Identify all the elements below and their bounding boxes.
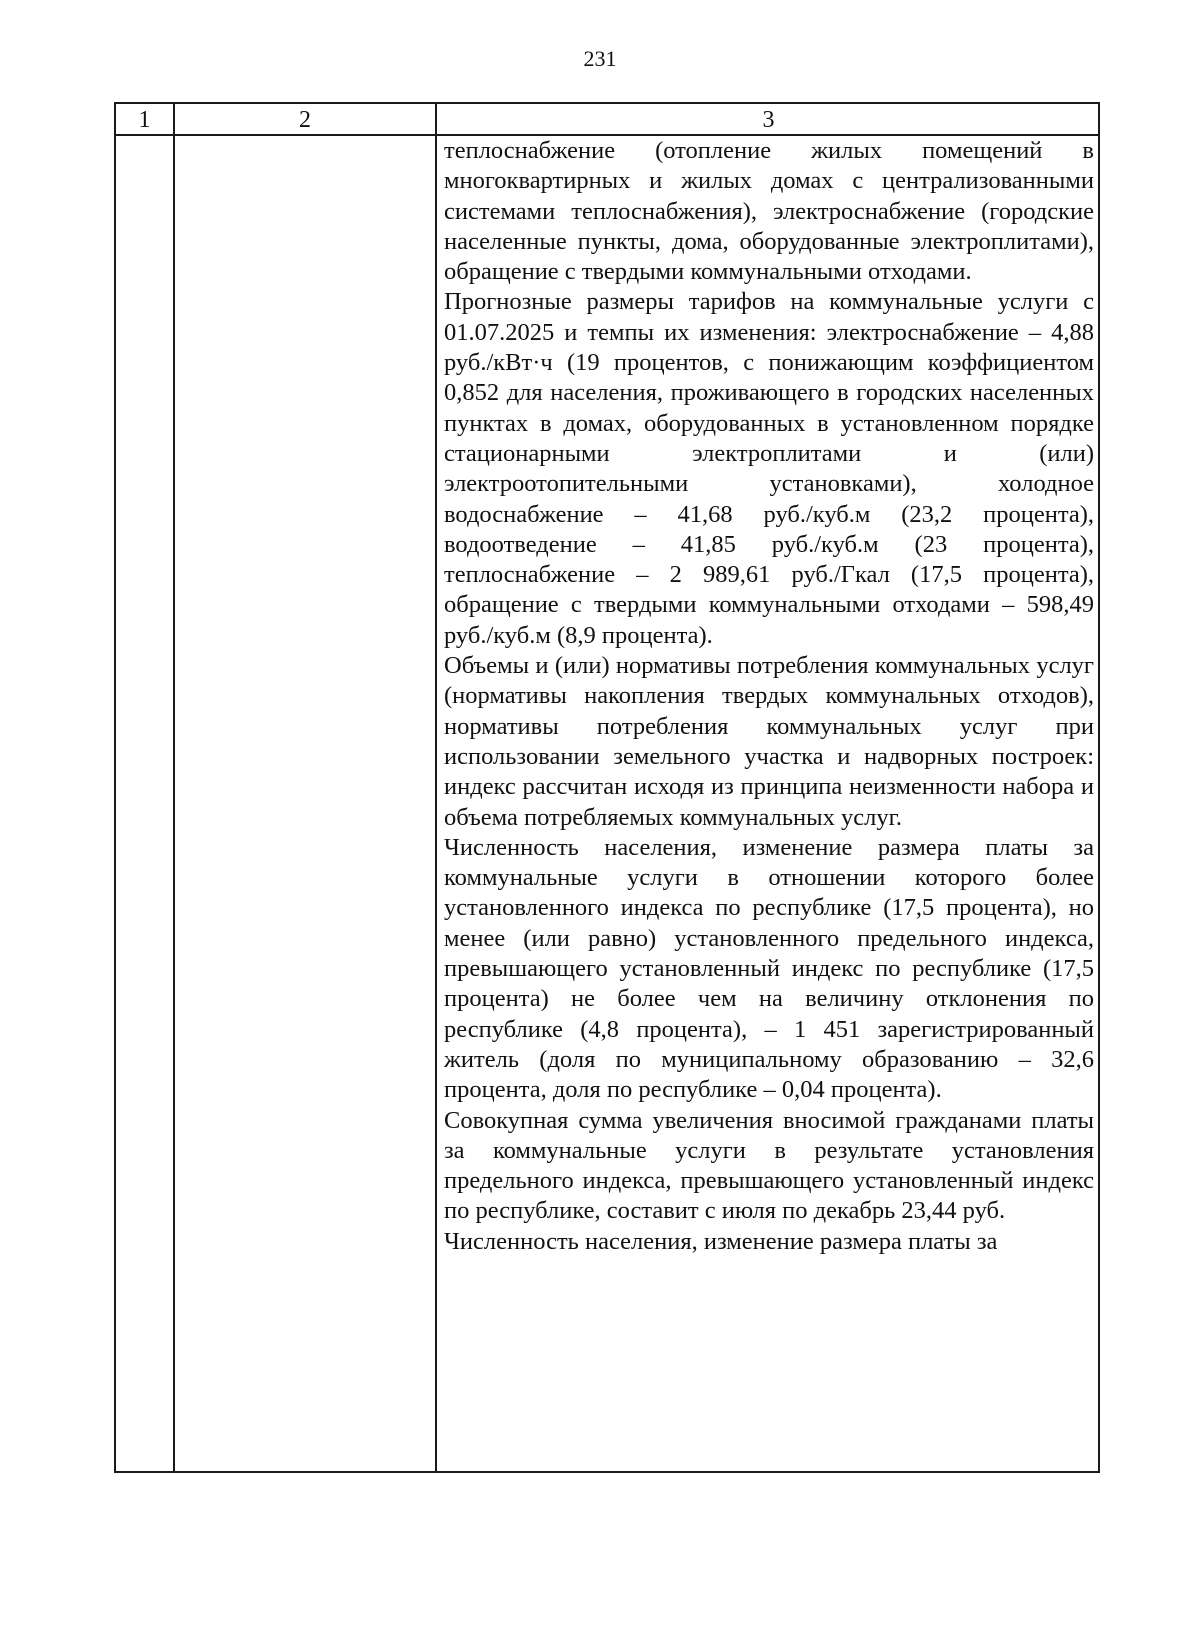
column-divider-1	[173, 104, 175, 1471]
document-table	[114, 102, 1100, 1473]
paragraph-total-increase: Совокупная сумма увеличения вносимой гражданами платы за коммунальные услуги в результате установления предельного индекса, превышающего установленный индекс по республике, составит с июля по декабрь 23,44 руб.	[444, 1106, 1094, 1225]
paragraph-continued: Численность населения, изменение размера платы за	[444, 1227, 998, 1255]
page-number: 231	[583, 46, 617, 71]
column-header-1: 1	[138, 107, 151, 133]
paragraph-tariff-forecast: Прогнозные размеры тарифов на коммунальные услуги с 01.07.2025 и темпы их изменения: электроснабжение – 4,88 руб./кВт·ч (19 процентов, с понижающим коэффициентом 0,852 для населения, проживающего в городских населенных пунктах в домах, оборудованных в установленном порядке стационарными электроплитами и (или) электроотопительными установками), холодное водоснабжение – 41,68 руб./куб.м (23,2 процента), водоотведение – 41,85 руб./куб.м (23 процента), теплоснабжение – 2 989,61 руб./Гкал (17,5 процента), обращение с твердыми коммунальными отходами – 598,49 руб./куб.м (8,9 процента).	[444, 288, 1094, 649]
column-3-text-cell	[444, 136, 1094, 1257]
column-divider-2	[435, 104, 437, 1471]
paragraph-services-list: теплоснабжение (отопление жилых помещений в многоквартирных и жилых домах с централизованными системами теплоснабжения), электроснабжение (городские населенные пункты, дома, оборудованные электроплитами), обращение с твердыми коммунальными отходами.	[444, 137, 1094, 286]
column-header-2: 2	[299, 107, 311, 133]
column-header-3: 3	[762, 107, 775, 133]
paragraph-consumption-norms: Объемы и (или) нормативы потребления коммунальных услуг (нормативы накопления твердых коммунальных отходов), нормативы потребления коммунальных услуг при использовании земельного участка и надворных построек: индекс рассчитан исходя из принципа неизменности набора и объема потребляемых коммунальных услуг.	[444, 652, 1094, 831]
paragraph-population-count: Численность населения, изменение размера платы за коммунальные услуги в отношении которого более установленного индекса по республике (17,5 процента), но менее (или равно) установленного предельного индекса, превышающего установленный индекс по республике (17,5 процента) не более чем на величину отклонения по республике (4,8 процента), – 1 451 зарегистрированный житель (доля по муниципальному образованию – 32,6 процента, доля по республике – 0,04 процента).	[444, 833, 1094, 1104]
